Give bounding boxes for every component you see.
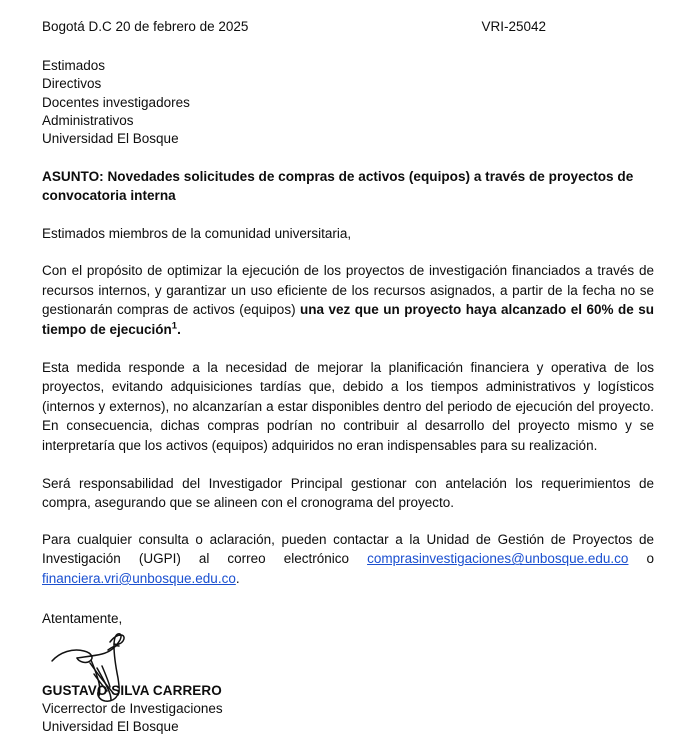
addressee-line: Universidad El Bosque	[42, 131, 179, 147]
header-place-date: Bogotá D.C 20 de febrero de 2025	[42, 19, 249, 34]
email-link-compras[interactable]: comprasinvestigaciones@unbosque.edu.co	[367, 551, 629, 567]
addressee-block	[42, 57, 654, 148]
paragraph-1-emphasis-text: una vez que un proyecto haya alcanzado el 60% de su tiempo de ejecución	[42, 302, 654, 338]
body-paragraph-3: Será responsabilidad del Investigador Principal gestionar con antelación los requerimientos de compra, asegurando que se alineen con el cronograma del proyecto.	[42, 475, 654, 511]
addressee-line: Administrativos	[42, 112, 134, 128]
paragraph-4-intro-text: Para cualquier consulta o aclaración, pueden contactar a la Unidad de Gestión de Proyectos de Investigación (UGPI) al correo electrónico	[42, 531, 654, 567]
paragraph-4-conjunction: o	[628, 551, 655, 567]
subject-line: ASUNTO: Novedades solicitudes de compras de activos (equipos) a través de proyectos de convocatoria interna	[42, 169, 634, 204]
addressee-line: Estimados	[42, 58, 106, 74]
email-link-financiera[interactable]: financiera.vri@unbosque.edu.co	[42, 570, 236, 586]
signer-organization: Universidad El Bosque	[42, 719, 179, 735]
paragraph-1-final-punctuation: .	[177, 322, 181, 338]
body-paragraph-4	[42, 530, 654, 589]
body-paragraph-2: Esta medida responde a la necesidad de mejorar la planificación financiera y operativa de los proyectos, evitando adquisiciones tardías que, debido a los tiempos administrativos y logísticos (internos y externos), no alcanzarían a estar disponibles dentro del periodo de ejecución del proyecto. En consecuencia, dichas compras podrían no contribuir al desarrollo del proyecto mismo y se interpretaría que los activos (equipos) adquiridos no eran indispensables para su realización.	[42, 359, 654, 453]
signer-title: Vicerrector de Investigaciones	[42, 700, 223, 716]
signer-name: GUSTAVO SILVA CARRERO	[42, 682, 222, 698]
paragraph-4-final-punctuation: .	[235, 570, 240, 586]
document-header	[42, 0, 654, 36]
addressee-line: Docentes investigadores	[42, 94, 190, 110]
closing-salutation: Atentamente,	[42, 610, 123, 626]
footnote-marker: 1	[171, 320, 178, 332]
header-document-code: VRI-25042	[481, 19, 546, 34]
signer-block	[42, 682, 654, 737]
body-paragraph-1	[42, 261, 654, 339]
paragraph-1-intro-text: Con el propósito de optimizar la ejecución de los proyectos de investigación financiados a través de recursos internos, y garantizar un uso eficiente de los recursos asignados, a partir de la fecha no se gestionarán compras de activos (equipos)	[42, 263, 654, 318]
signature-area	[42, 630, 654, 682]
greeting-line: Estimados miembros de la comunidad universitaria,	[42, 226, 352, 242]
addressee-line: Directivos	[42, 76, 102, 92]
